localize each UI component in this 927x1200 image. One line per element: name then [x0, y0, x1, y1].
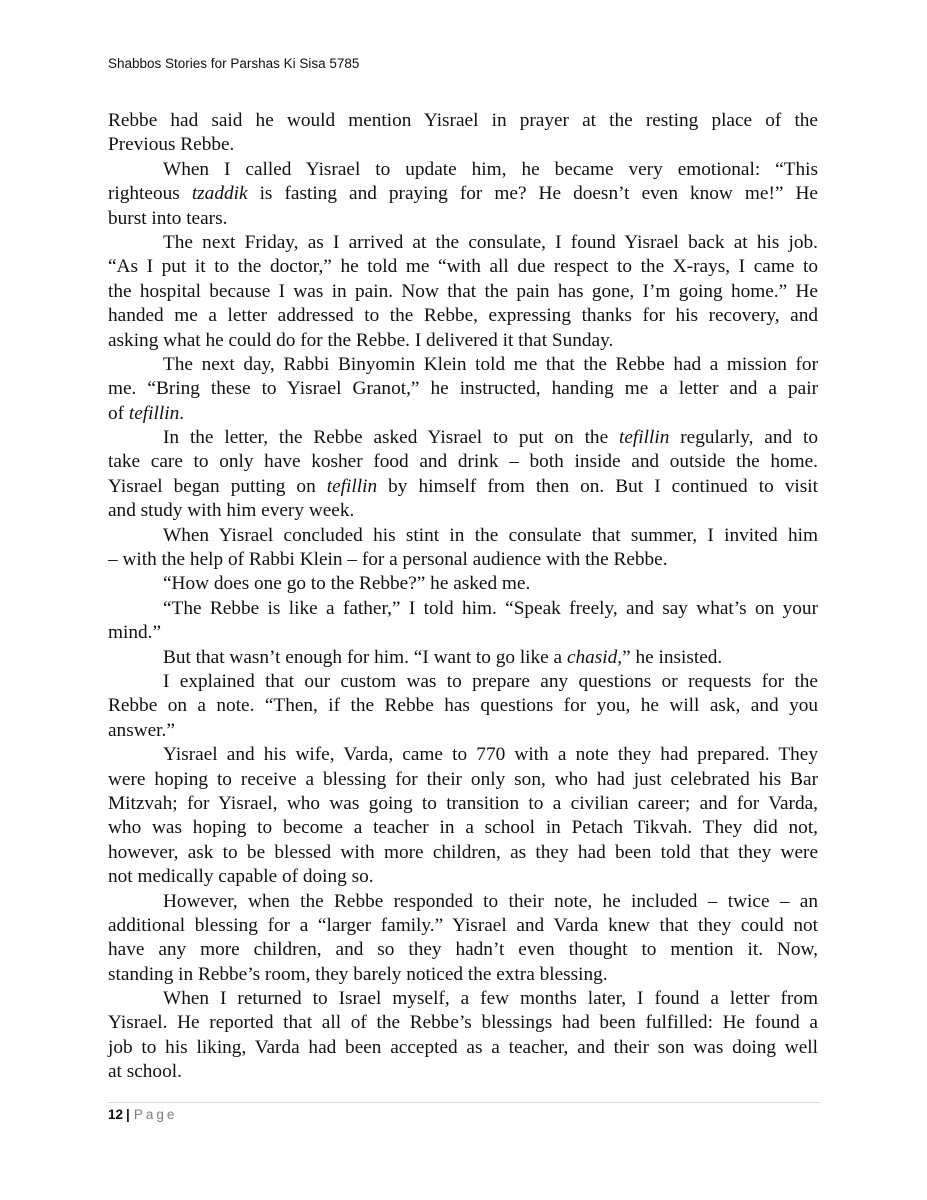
text-segment: “How does one go to the Rebbe?” he asked me.: [163, 573, 531, 595]
text-line: [108, 426, 818, 450]
text-segment: by himself from then on. But I continued to visit: [377, 475, 818, 497]
page-number: 12: [108, 1107, 124, 1122]
text-segment: Rebbe on a note. “Then, if the Rebbe has questions for you, he will ask, and you: [108, 695, 818, 717]
running-header: Shabbos Stories for Parshas Ki Sisa 5785: [108, 56, 360, 71]
text-segment: When Yisrael concluded his stint in the consulate that summer, I invited him: [163, 524, 818, 546]
italic-term: tefillin: [128, 402, 180, 424]
text-line: [108, 792, 818, 816]
text-segment: In the letter, the Rebbe asked Yisrael to put on the: [163, 427, 620, 449]
text-segment: But that wasn’t enough for him. “I want to go like a: [163, 646, 567, 668]
text-line: [108, 646, 818, 670]
text-segment: righteous: [108, 183, 192, 205]
text-line: [108, 207, 818, 231]
text-segment: asking what he could do for the Rebbe. I delivered it that Sunday.: [108, 329, 614, 351]
text-segment: However, when the Rebbe responded to their note, he included – twice – an: [163, 890, 818, 912]
text-line: [108, 109, 818, 133]
footer-separator: |: [126, 1107, 130, 1122]
text-line: [108, 475, 818, 499]
text-line: [108, 963, 818, 987]
text-line: [108, 597, 818, 621]
italic-term: tzaddik: [191, 183, 248, 205]
text-segment: Yisrael and his wife, Varda, came to 770 with a note they had prepared. They: [163, 744, 818, 766]
text-line: [108, 572, 818, 596]
text-segment: of: [108, 402, 129, 424]
text-segment: When I returned to Israel myself, a few months later, I found a letter from: [163, 988, 818, 1010]
text-line: [108, 499, 818, 523]
page-footer: [108, 1107, 177, 1122]
text-segment: Mitzvah; for Yisrael, who was going to transition to a civilian career; and for Varda,: [108, 792, 818, 814]
text-segment: When I called Yisrael to update him, he became very emotional: “This: [163, 158, 818, 180]
text-segment: is fasting and praying for me? He doesn’t even know me!” He: [247, 183, 818, 205]
page-label: Page: [133, 1107, 178, 1122]
text-segment: The next day, Rabbi Binyomin Klein told me that the Rebbe had a mission for: [163, 353, 818, 375]
text-line: [108, 1060, 818, 1084]
text-line: [108, 1036, 818, 1060]
text-line: [108, 402, 818, 426]
text-line: [108, 816, 818, 840]
text-line: [108, 841, 818, 865]
text-segment: and study with him every week.: [108, 500, 355, 522]
text-line: [108, 890, 818, 914]
text-line: [108, 914, 818, 938]
text-segment: mind.”: [108, 622, 162, 644]
text-segment: “The Rebbe is like a father,” I told him. “Speak freely, and say what’s on your: [163, 597, 818, 619]
text-segment: the hospital because I was in pain. Now that the pain has gone, I’m going home.” He: [108, 280, 818, 302]
text-line: [108, 938, 818, 962]
text-segment: answer.”: [108, 719, 175, 741]
text-segment: who was hoping to become a teacher in a school in Petach Tikvah. They did not,: [108, 817, 818, 839]
text-segment: – with the help of Rabbi Klein – for a personal audience with the Rebbe.: [108, 549, 668, 571]
text-line: [108, 329, 818, 353]
text-line: [108, 865, 818, 889]
text-segment: Previous Rebbe.: [108, 134, 235, 156]
text-segment: Yisrael. He reported that all of the Rebbe’s blessings had been fulfilled: He found a: [108, 1012, 818, 1034]
text-line: [108, 158, 818, 182]
text-segment: regularly, and to: [669, 427, 818, 449]
footer-divider: [108, 1102, 820, 1103]
text-line: [108, 280, 818, 304]
italic-term: chasid: [566, 646, 618, 668]
text-segment: handed me a letter addressed to the Rebbe, expressing thanks for his recovery, and: [108, 305, 818, 327]
text-segment: not medically capable of doing so.: [108, 866, 374, 888]
text-segment: burst into tears.: [108, 207, 228, 229]
text-line: [108, 987, 818, 1011]
text-segment: ,” he insisted.: [617, 646, 723, 668]
text-segment: standing in Rebbe’s room, they barely noticed the extra blessing.: [108, 963, 608, 985]
text-segment: have any more children, and so they hadn’t even thought to mention it. Now,: [108, 939, 818, 961]
text-segment: were hoping to receive a blessing for their only son, who had just celebrated his Bar: [108, 768, 818, 790]
text-segment: The next Friday, as I arrived at the consulate, I found Yisrael back at his job.: [163, 231, 818, 253]
text-segment: at school.: [108, 1061, 182, 1083]
text-segment: “As I put it to the doctor,” he told me “with all due respect to the X-rays, I came to: [108, 256, 818, 278]
text-segment: Yisrael began putting on: [108, 475, 327, 497]
text-line: [108, 304, 818, 328]
text-line: [108, 719, 818, 743]
text-line: [108, 450, 818, 474]
text-line: [108, 621, 818, 645]
text-segment: me. “Bring these to Yisrael Granot,” he instructed, handing me a letter and a pair: [108, 378, 818, 400]
text-line: [108, 768, 818, 792]
italic-term: tefillin: [619, 427, 670, 449]
text-segment: I explained that our custom was to prepare any questions or requests for the: [163, 670, 818, 692]
text-line: [108, 231, 818, 255]
text-line: [108, 1011, 818, 1035]
body-text: [108, 109, 818, 1085]
text-line: [108, 255, 818, 279]
text-line: [108, 133, 818, 157]
italic-term: tefillin: [326, 475, 378, 497]
text-line: [108, 377, 818, 401]
text-segment: however, ask to be blessed with more children, as they had been told that they were: [108, 841, 818, 863]
text-line: [108, 743, 818, 767]
text-line: [108, 670, 818, 694]
text-segment: .: [179, 402, 185, 424]
text-line: [108, 694, 818, 718]
text-segment: take care to only have kosher food and drink – both inside and outside the home.: [108, 451, 818, 473]
text-line: [108, 182, 818, 206]
text-segment: additional blessing for a “larger family.” Yisrael and Varda knew that they could not: [108, 914, 818, 936]
text-line: [108, 524, 818, 548]
text-segment: job to his liking, Varda had been accepted as a teacher, and their son was doing well: [108, 1036, 818, 1058]
text-line: [108, 548, 818, 572]
text-segment: Rebbe had said he would mention Yisrael in prayer at the resting place of the: [108, 110, 818, 131]
text-line: [108, 353, 818, 377]
